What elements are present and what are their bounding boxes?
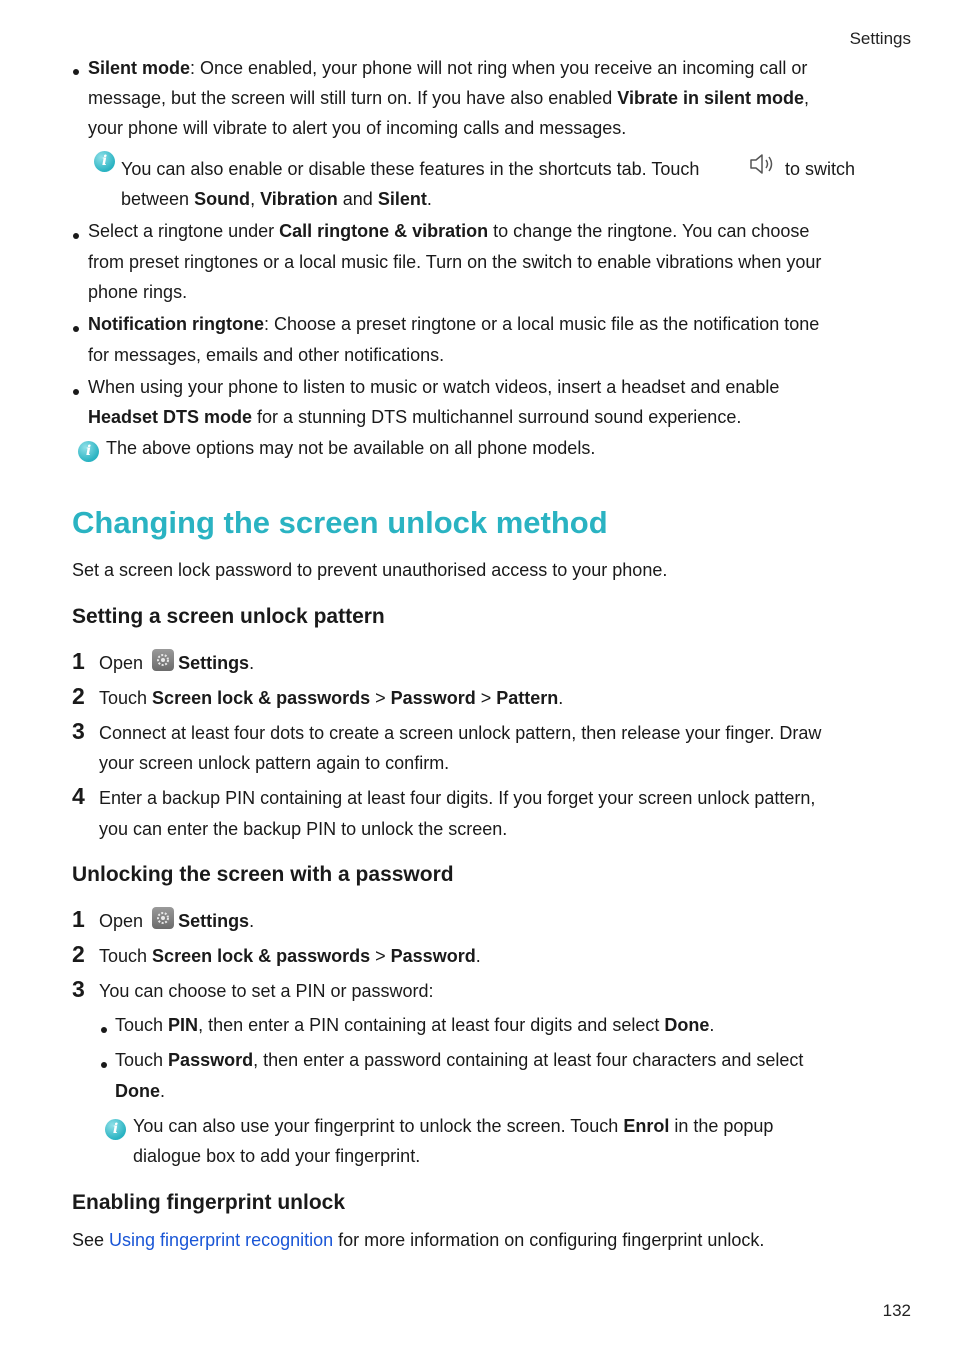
info-icon: i [94, 151, 115, 172]
headset-line-1: When using your phone to listen to music or watch videos, insert a headset and enable [88, 377, 780, 397]
headset-line-2 [88, 402, 741, 433]
text: , [804, 88, 810, 108]
step-number: 2 [72, 941, 85, 967]
text: Touch [115, 1050, 169, 1070]
text: Touch [99, 946, 153, 966]
section-intro: Set a screen lock password to prevent unauthorised access to your phone. [72, 560, 668, 580]
bullet [101, 1062, 107, 1068]
bullet [73, 389, 79, 395]
fingerprint-heading: Enabling fingerprint unlock [72, 1191, 345, 1214]
step-number: 4 [72, 783, 85, 809]
text: . [426, 189, 432, 209]
text: Open [99, 911, 144, 931]
step-number: 3 [72, 976, 85, 1002]
text: Touch [99, 688, 153, 708]
password-heading: Unlocking the screen with a password [72, 863, 454, 886]
silent-mode-line-1 [88, 53, 807, 84]
notification-line-2: for messages, emails and other notifications. [88, 345, 445, 365]
text: for more information on configuring fingerprint unlock. [333, 1230, 765, 1250]
done-label: Done [115, 1081, 160, 1101]
step-number: 1 [72, 906, 85, 932]
text: > [370, 946, 391, 966]
password-step-2 [99, 941, 481, 972]
text: You can also enable or disable these features in the shortcuts tab. Touch [121, 159, 700, 179]
text: : Once enabled, your phone will not ring when you receive an incoming call or [190, 58, 808, 78]
password-label: Password [168, 1050, 254, 1070]
settings-gear-icon [152, 907, 174, 929]
silent-mode-line-2 [88, 83, 809, 114]
done-label: Done [664, 1015, 710, 1035]
bullet [101, 1027, 107, 1033]
info-icon: i [105, 1119, 126, 1140]
section-title: Changing the screen unlock method [72, 505, 608, 540]
page-number: 132 [882, 1301, 911, 1320]
text: See [72, 1230, 110, 1250]
text: . [475, 946, 481, 966]
text: , [250, 189, 261, 209]
sound-label: Sound [194, 189, 251, 209]
pattern-label: Pattern [496, 688, 559, 708]
silent-mode-label: Silent mode [88, 58, 191, 78]
pattern-heading: Setting a screen unlock pattern [72, 605, 385, 628]
text: > [475, 688, 497, 708]
fingerprint-note-line-1 [133, 1111, 773, 1142]
text: Open [99, 653, 144, 673]
step-number: 1 [72, 648, 85, 674]
password-option-line-2 [115, 1076, 165, 1107]
text: Touch [115, 1015, 169, 1035]
screen-lock-label: Screen lock & passwords [152, 688, 371, 708]
password-step-3: You can choose to set a PIN or password: [99, 981, 434, 1001]
text: and [337, 189, 378, 209]
text: You can also use your fingerprint to unlock the screen. Touch [133, 1116, 624, 1136]
silent-label: Silent [377, 189, 427, 209]
text: message, but the screen will still turn on. If you have also enabled [88, 88, 618, 108]
settings-label: Settings [178, 653, 250, 673]
password-option-line-1 [115, 1045, 803, 1076]
pattern-step-2 [99, 683, 563, 714]
password-label: Password [390, 688, 476, 708]
step-number: 2 [72, 683, 85, 709]
step-number: 3 [72, 718, 85, 744]
text: . [558, 688, 564, 708]
speaker-icon [748, 151, 778, 177]
text: . [249, 653, 255, 673]
text: for a stunning DTS multichannel surround sound experience. [252, 407, 742, 427]
ringtone-line-2: from preset ringtones or a local music file. Turn on the switch to enable vibrations when your [88, 252, 822, 272]
text: . [160, 1081, 166, 1101]
notification-line-1 [88, 309, 819, 340]
pattern-step-3-line-2: your screen unlock pattern again to confirm. [99, 753, 450, 773]
pattern-step-4-line-2: you can enter the backup PIN to unlock the screen. [99, 819, 508, 839]
text: between [121, 189, 195, 209]
text: : Choose a preset ringtone or a local music file as the notification tone [263, 314, 820, 334]
note-shortcuts-line-1b: to switch [785, 159, 856, 179]
headset-dts-label: Headset DTS mode [88, 407, 253, 427]
password-step-1 [99, 906, 254, 937]
settings-gear-icon [152, 649, 174, 671]
bullet [73, 69, 79, 75]
fingerprint-recognition-link[interactable]: Using fingerprint recognition [109, 1230, 334, 1250]
text: , then enter a password containing at least four characters and select [253, 1050, 804, 1070]
ringtone-line-3: phone rings. [88, 282, 188, 302]
vibrate-label: Vibrate in silent mode [617, 88, 805, 108]
pattern-step-4-line-1: Enter a backup PIN containing at least four digits. If you forget your screen unlock pattern, [99, 788, 816, 808]
text: > [370, 688, 391, 708]
silent-mode-line-3: your phone will vibrate to alert you of incoming calls and messages. [88, 118, 627, 138]
text: . [709, 1015, 715, 1035]
info-icon: i [78, 441, 99, 462]
bullet [73, 233, 79, 239]
text: to change the ringtone. You can choose [488, 221, 810, 241]
fingerprint-see-line [72, 1225, 764, 1256]
enrol-label: Enrol [623, 1116, 670, 1136]
settings-label: Settings [178, 911, 250, 931]
note-shortcuts-line-2 [121, 184, 432, 215]
ringtone-line-1 [88, 216, 809, 247]
pin-label: PIN [168, 1015, 199, 1035]
text: . [249, 911, 255, 931]
note-availability: The above options may not be available on all phone models. [106, 438, 596, 458]
bullet [73, 326, 79, 332]
text: Select a ringtone under [88, 221, 280, 241]
pin-option [115, 1010, 714, 1041]
call-ringtone-label: Call ringtone & vibration [279, 221, 489, 241]
password-label: Password [390, 946, 476, 966]
running-header: Settings [849, 29, 911, 48]
text: in the popup [669, 1116, 774, 1136]
vibration-label: Vibration [260, 189, 338, 209]
fingerprint-note-line-2: dialogue box to add your fingerprint. [133, 1146, 421, 1166]
notification-ringtone-label: Notification ringtone [88, 314, 264, 334]
note-shortcuts-line-1 [121, 154, 699, 185]
pattern-step-3-line-1: Connect at least four dots to create a screen unlock pattern, then release your finger. Draw [99, 723, 822, 743]
text: , then enter a PIN containing at least four digits and select [198, 1015, 665, 1035]
screen-lock-label: Screen lock & passwords [152, 946, 371, 966]
pattern-step-1 [99, 648, 254, 679]
